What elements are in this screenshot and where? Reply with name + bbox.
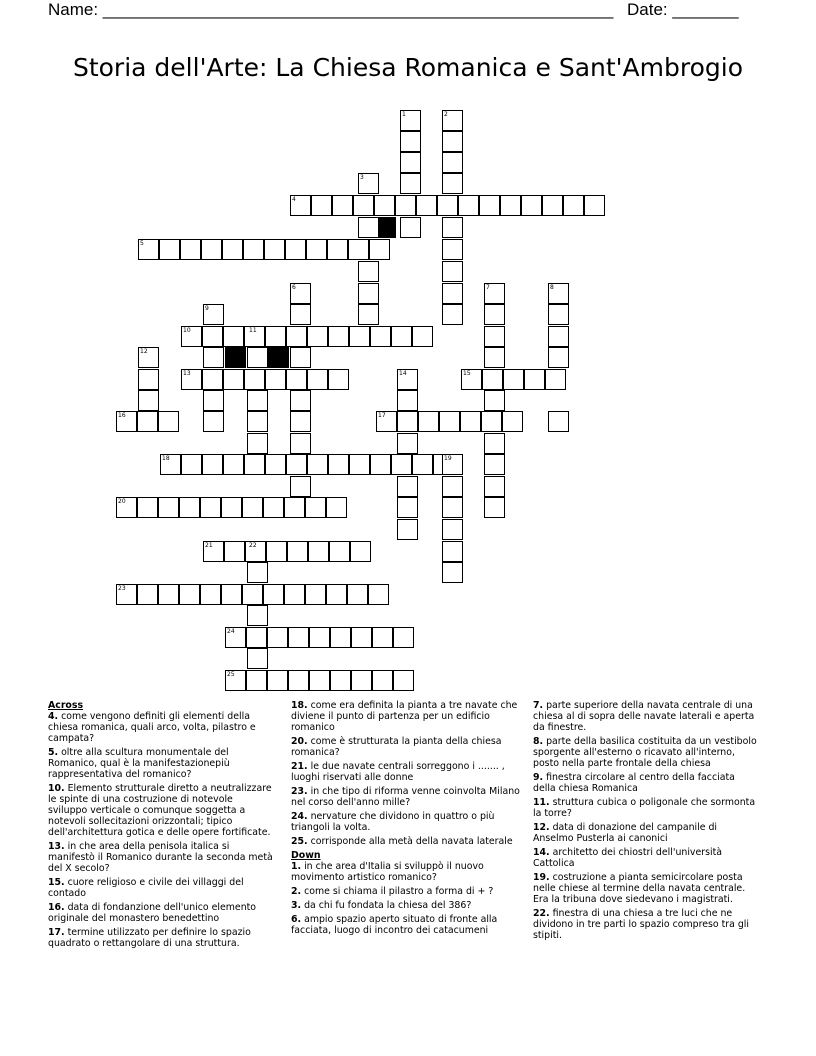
crossword-cell[interactable] [503, 369, 524, 390]
crossword-cell[interactable] [328, 454, 349, 475]
crossword-cell[interactable] [290, 304, 311, 325]
clue-number: 16. [48, 902, 65, 913]
cell-number: 8 [550, 284, 554, 291]
crossword-cell[interactable] [305, 584, 326, 605]
crossword-cell[interactable] [247, 605, 268, 626]
clue-item [533, 700, 759, 733]
clue-text: data di donazione del campanile di Anselmo Pusterla ai canonici [533, 822, 718, 844]
crossword-cell[interactable] [223, 326, 244, 347]
crossword-cell[interactable] [203, 390, 224, 411]
crossword-cell[interactable] [158, 584, 179, 605]
crossword-cell[interactable] [369, 239, 390, 260]
clue-number: 21. [291, 761, 308, 772]
clue-item [533, 797, 759, 819]
clue-text: finestra circolare al centro della facciata della chiesa Romanica [533, 772, 735, 794]
clue-number: 14. [533, 847, 550, 858]
crossword-cell[interactable] [223, 454, 244, 475]
cell-number: 10 [183, 327, 191, 334]
crossword-cell[interactable] [397, 433, 418, 454]
crossword-cell[interactable] [221, 497, 242, 518]
crossword-cell[interactable] [247, 390, 268, 411]
crossword-cell[interactable] [397, 390, 418, 411]
crossword-cell[interactable] [484, 390, 505, 411]
crossword-cell[interactable] [247, 433, 268, 454]
clue-text: struttura cubica o poligonale che sormonta la torre? [533, 797, 756, 819]
crossword-cell[interactable] [349, 454, 370, 475]
crossword-cell[interactable] [412, 326, 433, 347]
crossword-cell[interactable] [442, 152, 463, 173]
crossword-cell[interactable] [442, 173, 463, 194]
crossword-cell[interactable] [442, 497, 463, 518]
clue-item [291, 761, 521, 783]
crossword-cell[interactable] [137, 497, 158, 518]
clue-number: 7. [533, 700, 544, 711]
clue-item [533, 772, 759, 794]
crossword-cell[interactable] [286, 326, 307, 347]
crossword-cell[interactable] [308, 541, 329, 562]
clue-item [291, 736, 521, 758]
clue-text: Elemento strutturale diretto a neutralizzare le spinte di una costruzione di notevole sviluppo verticale o comunque soggetta a notevoli sollecitazioni orizzontali; tipico dell'architettura gotica e delle opere fortificate. [48, 783, 272, 838]
cell-number: 2 [444, 111, 448, 118]
crossword-cell[interactable] [290, 433, 311, 454]
crossword-cell[interactable] [347, 584, 368, 605]
crossword-cell[interactable] [502, 411, 523, 432]
crossword-cell[interactable] [179, 584, 200, 605]
crossword-cell[interactable] [418, 411, 439, 432]
clue-text: come vengono definiti gli elementi della chiesa romanica, quali arco, volta, pilastro e campata? [48, 711, 256, 744]
crossword-cell[interactable] [332, 195, 353, 216]
crossword-cell[interactable] [244, 454, 265, 475]
crossword-cell[interactable] [137, 411, 158, 432]
crossword-cell[interactable] [307, 369, 328, 390]
clue-number: 4. [48, 711, 59, 722]
crossword-cell[interactable] [442, 304, 463, 325]
crossword-cell[interactable] [265, 454, 286, 475]
crossword-cell[interactable] [311, 195, 332, 216]
crossword-block-cell [225, 347, 246, 368]
crossword-cell[interactable] [305, 497, 326, 518]
clue-text: costruzione a pianta semicircolare posta nelle chiese al termine della navata centrale. Era la tribuna dove siedevano i magistrati. [533, 872, 746, 905]
crossword-cell[interactable] [358, 217, 379, 238]
crossword-cell[interactable] [584, 195, 605, 216]
clue-number: 25. [291, 836, 308, 847]
crossword-cell[interactable] [244, 369, 265, 390]
crossword-cell[interactable] [391, 454, 412, 475]
crossword-cell[interactable] [246, 670, 267, 691]
clue-item [48, 902, 274, 924]
crossword-cell[interactable] [138, 369, 159, 390]
crossword-cell[interactable] [500, 195, 521, 216]
clue-item [533, 908, 759, 941]
crossword-cell[interactable] [400, 173, 421, 194]
crossword-cell[interactable] [393, 627, 414, 648]
crossword-cell[interactable] [290, 411, 311, 432]
clue-text: come era definita la pianta a tre navate che diviene il punto di partenza per un edificio romanico [291, 700, 518, 733]
cell-number: 9 [205, 305, 209, 312]
crossword-cell[interactable] [309, 670, 330, 691]
clue-item [291, 700, 521, 733]
crossword-cell[interactable] [397, 411, 418, 432]
cell-number: 16 [118, 412, 126, 419]
crossword-cell[interactable] [202, 326, 223, 347]
crossword-cell[interactable] [224, 541, 245, 562]
clue-number: 3. [291, 900, 302, 911]
clue-number: 8. [533, 736, 544, 747]
crossword-cell[interactable] [548, 411, 569, 432]
crossword-cell[interactable] [397, 476, 418, 497]
clue-item [48, 711, 274, 744]
crossword-cell[interactable] [442, 541, 463, 562]
crossword-cell[interactable] [330, 627, 351, 648]
crossword-cell[interactable] [563, 195, 584, 216]
crossword-cell[interactable] [263, 497, 284, 518]
crossword-cell[interactable] [242, 497, 263, 518]
crossword-cell[interactable] [290, 390, 311, 411]
crossword-cell[interactable] [223, 369, 244, 390]
crossword-cell[interactable] [442, 239, 463, 260]
crossword-cell[interactable] [179, 497, 200, 518]
across-clue-list [48, 711, 274, 949]
cell-number: 22 [249, 542, 257, 549]
clue-text: oltre alla scultura monumentale del Romanico, qual è la manifestazionepiù rappresentativa del romanico? [48, 747, 230, 780]
clue-text: da chi fu fondata la chiesa del 386? [301, 900, 472, 911]
clue-text: le due navate centrali sorreggono i ....... , luoghi riservati alle donne [291, 761, 505, 783]
crossword-cell[interactable] [290, 347, 311, 368]
crossword-cell[interactable] [159, 239, 180, 260]
crossword-cell[interactable] [348, 239, 369, 260]
cell-number: 11 [249, 327, 257, 334]
clue-text: come è strutturata la pianta della chiesa romanica? [291, 736, 502, 758]
crossword-cell[interactable] [442, 261, 463, 282]
clue-item [291, 914, 521, 936]
cell-number: 21 [205, 542, 213, 549]
crossword-cell[interactable] [484, 347, 505, 368]
crossword-cell[interactable] [329, 541, 350, 562]
crossword-cell[interactable] [286, 454, 307, 475]
crossword-cell[interactable] [327, 239, 348, 260]
clue-text: come si chiama il pilastro a forma di + ? [301, 886, 494, 897]
clue-item [48, 841, 274, 874]
cell-number: 19 [444, 455, 452, 462]
crossword-cell[interactable] [484, 304, 505, 325]
clue-number: 20. [291, 736, 308, 747]
clue-item [48, 747, 274, 780]
crossword-cell[interactable] [548, 347, 569, 368]
crossword-cell[interactable] [285, 239, 306, 260]
crossword-cell[interactable] [306, 239, 327, 260]
down-heading: Down [291, 850, 321, 861]
cell-number: 20 [118, 498, 126, 505]
crossword-cell[interactable] [416, 195, 437, 216]
crossword-cell[interactable] [309, 627, 330, 648]
crossword-cell[interactable] [481, 411, 502, 432]
clue-number: 10. [48, 783, 65, 794]
crossword-cell[interactable] [400, 217, 421, 238]
clue-item [533, 822, 759, 844]
cell-number: 6 [292, 284, 296, 291]
crossword-cell[interactable] [284, 584, 305, 605]
clue-item [291, 886, 521, 897]
crossword-cell[interactable] [264, 239, 285, 260]
cell-number: 14 [399, 370, 407, 377]
crossword-cell[interactable] [479, 195, 500, 216]
cell-number: 3 [360, 174, 364, 181]
clue-number: 9. [533, 772, 544, 783]
crossword-cell[interactable] [548, 326, 569, 347]
page-title: Storia dell'Arte: La Chiesa Romanica e Sant'Ambrogio [72, 53, 744, 82]
crossword-cell[interactable] [372, 627, 393, 648]
crossword-cell[interactable] [263, 584, 284, 605]
clue-text: corrisponde alla metà della navata laterale [307, 836, 513, 847]
cell-number: 5 [140, 240, 144, 247]
crossword-cell[interactable] [442, 519, 463, 540]
clue-number: 19. [533, 872, 550, 883]
crossword-cell[interactable] [181, 454, 202, 475]
clue-text: in che tipo di riforma venne coinvolta Milano nel corso dell'anno mille? [291, 786, 520, 808]
clue-number: 12. [533, 822, 550, 833]
crossword-cell[interactable] [437, 195, 458, 216]
crossword-cell[interactable] [138, 390, 159, 411]
crossword-cell[interactable] [442, 562, 463, 583]
crossword-cell[interactable] [358, 261, 379, 282]
crossword-cell[interactable] [222, 239, 243, 260]
clue-item [533, 736, 759, 769]
crossword-cell[interactable] [286, 369, 307, 390]
clue-number: 1. [291, 861, 302, 872]
crossword-cell[interactable] [358, 283, 379, 304]
crossword-cell[interactable] [400, 152, 421, 173]
clue-text: parte superiore della navata centrale di una chiesa al di sopra delle navate laterali e aperta da finestre. [533, 700, 755, 733]
clue-item [291, 861, 521, 883]
crossword-cell[interactable] [393, 670, 414, 691]
crossword-cell[interactable] [247, 562, 268, 583]
clues-column-1 [48, 700, 274, 952]
clue-number: 22. [533, 908, 550, 919]
crossword-cell[interactable] [442, 131, 463, 152]
crossword-cell[interactable] [397, 519, 418, 540]
crossword-cell[interactable] [328, 326, 349, 347]
crossword-cell[interactable] [200, 497, 221, 518]
crossword-cell[interactable] [158, 411, 179, 432]
crossword-cell[interactable] [484, 326, 505, 347]
crossword-cell[interactable] [484, 454, 505, 475]
crossword-cell[interactable] [200, 584, 221, 605]
down-clue-list-continued [533, 700, 759, 941]
crossword-cell[interactable] [247, 411, 268, 432]
crossword-cell[interactable] [221, 584, 242, 605]
crossword-cell[interactable] [548, 304, 569, 325]
crossword-cell[interactable] [326, 497, 347, 518]
crossword-cell[interactable] [351, 627, 372, 648]
cell-number: 23 [118, 585, 126, 592]
crossword-cell[interactable] [201, 239, 222, 260]
crossword-cell[interactable] [203, 347, 224, 368]
crossword-cell[interactable] [247, 648, 268, 669]
crossword-cell[interactable] [545, 369, 566, 390]
crossword-cell[interactable] [265, 326, 286, 347]
clue-number: 18. [291, 700, 308, 711]
clue-text: finestra di una chiesa a tre luci che ne dividono in tre parti lo spazio compreso tra gli stipiti. [533, 908, 750, 941]
crossword-cell[interactable] [267, 627, 288, 648]
crossword-cell[interactable] [307, 326, 328, 347]
crossword-cell[interactable] [368, 584, 389, 605]
crossword-cell[interactable] [391, 326, 412, 347]
crossword-cell[interactable] [412, 454, 433, 475]
clue-number: 2. [291, 886, 302, 897]
crossword-cell[interactable] [458, 195, 479, 216]
crossword-cell[interactable] [246, 627, 267, 648]
crossword-cell[interactable] [158, 497, 179, 518]
cell-number: 7 [486, 284, 490, 291]
crossword-cell[interactable] [482, 369, 503, 390]
clue-item [48, 877, 274, 899]
clue-text: in che area d'Italia si sviluppò il nuovo movimento artistico romanico? [291, 861, 484, 883]
crossword-cell[interactable] [374, 195, 395, 216]
down-clue-list [291, 861, 521, 936]
clue-number: 24. [291, 811, 308, 822]
crossword-cell[interactable] [287, 541, 308, 562]
crossword-cell[interactable] [524, 369, 545, 390]
cell-number: 25 [227, 671, 235, 678]
date-field-label: Date: _______ [627, 0, 739, 19]
clue-number: 6. [291, 914, 302, 925]
crossword-cell[interactable] [349, 326, 370, 347]
clue-text: in che area della penisola italica si manifestò il Romanico durante la seconda metà del X secolo? [48, 841, 273, 874]
crossword-cell[interactable] [265, 369, 286, 390]
crossword-cell[interactable] [202, 454, 223, 475]
crossword-cell[interactable] [243, 239, 264, 260]
clue-item [533, 847, 759, 869]
crossword-block-cell [268, 347, 289, 368]
cell-number: 12 [140, 348, 148, 355]
clue-item [291, 786, 521, 808]
clue-text: parte della basilica costituita da un vestibolo sporgente all'esterno o ricavato all'interno, posto nella parte frontale della chiesa [533, 736, 757, 769]
crossword-cell[interactable] [180, 239, 201, 260]
crossword-cell[interactable] [353, 195, 374, 216]
clue-item [48, 783, 274, 838]
clues-column-3 [533, 700, 759, 944]
clue-item [291, 900, 521, 911]
crossword-cell[interactable] [284, 497, 305, 518]
cell-number: 18 [162, 455, 170, 462]
clue-number: 15. [48, 877, 65, 888]
crossword-cell[interactable] [326, 584, 347, 605]
crossword-cell[interactable] [400, 131, 421, 152]
crossword-cell[interactable] [442, 476, 463, 497]
clue-number: 17. [48, 927, 65, 938]
crossword-cell[interactable] [442, 283, 463, 304]
crossword-cell[interactable] [351, 670, 372, 691]
crossword-cell[interactable] [370, 454, 391, 475]
cell-number: 13 [183, 370, 191, 377]
clue-item [533, 872, 759, 905]
clue-text: architetto dei chiostri dell'università Cattolica [533, 847, 723, 869]
clue-text: ampio spazio aperto situato di fronte alla facciata, luogo di incontro dei catacumeni [291, 914, 498, 936]
clues-column-2 [291, 700, 521, 939]
crossword-cell[interactable] [288, 627, 309, 648]
crossword-cell[interactable] [330, 670, 351, 691]
crossword-cell[interactable] [484, 433, 505, 454]
crossword-cell[interactable] [137, 584, 158, 605]
crossword-cell[interactable] [358, 304, 379, 325]
crossword-cell[interactable] [484, 476, 505, 497]
crossword-cell[interactable] [247, 347, 268, 368]
crossword-cell[interactable] [202, 369, 223, 390]
crossword-cell[interactable] [442, 217, 463, 238]
crossword-cell[interactable] [460, 411, 481, 432]
crossword-cell[interactable] [484, 497, 505, 518]
cell-number: 4 [292, 196, 296, 203]
clue-item [291, 811, 521, 833]
crossword-cell[interactable] [266, 541, 287, 562]
crossword-cell[interactable] [542, 195, 563, 216]
clue-text: termine utilizzato per definire lo spazio quadrato o rettangolare di una struttura. [48, 927, 251, 949]
crossword-cell[interactable] [328, 369, 349, 390]
crossword-cell[interactable] [290, 476, 311, 497]
cell-number: 17 [378, 412, 386, 419]
clue-item [291, 836, 521, 847]
crossword-cell[interactable] [370, 326, 391, 347]
name-field-label: Name: ______________________________________________________ [48, 0, 614, 19]
cell-number: 24 [227, 628, 235, 635]
clue-number: 13. [48, 841, 65, 852]
crossword-cell[interactable] [242, 584, 263, 605]
clue-text: nervature che dividono in quattro o più triangoli la volta. [291, 811, 495, 833]
across-heading: Across [48, 700, 84, 711]
clue-number: 11. [533, 797, 550, 808]
crossword-cell[interactable] [439, 411, 460, 432]
clue-number: 23. [291, 786, 308, 797]
cell-number: 15 [463, 370, 471, 377]
crossword-cell[interactable] [203, 411, 224, 432]
clue-item [48, 927, 274, 949]
clue-number: 5. [48, 747, 59, 758]
clue-text: data di fondanzione dell'unico elemento originale del monastero benedettino [48, 902, 257, 924]
clue-text: cuore religioso e civile dei villaggi del contado [48, 877, 244, 899]
crossword-cell[interactable] [350, 541, 371, 562]
crossword-cell[interactable] [307, 454, 328, 475]
crossword-cell[interactable] [397, 497, 418, 518]
crossword-cell[interactable] [267, 670, 288, 691]
crossword-cell[interactable] [521, 195, 542, 216]
crossword-cell[interactable] [372, 670, 393, 691]
crossword-cell[interactable] [395, 195, 416, 216]
cell-number: 1 [402, 111, 406, 118]
crossword-cell[interactable] [288, 670, 309, 691]
across-clue-list-continued [291, 700, 521, 847]
